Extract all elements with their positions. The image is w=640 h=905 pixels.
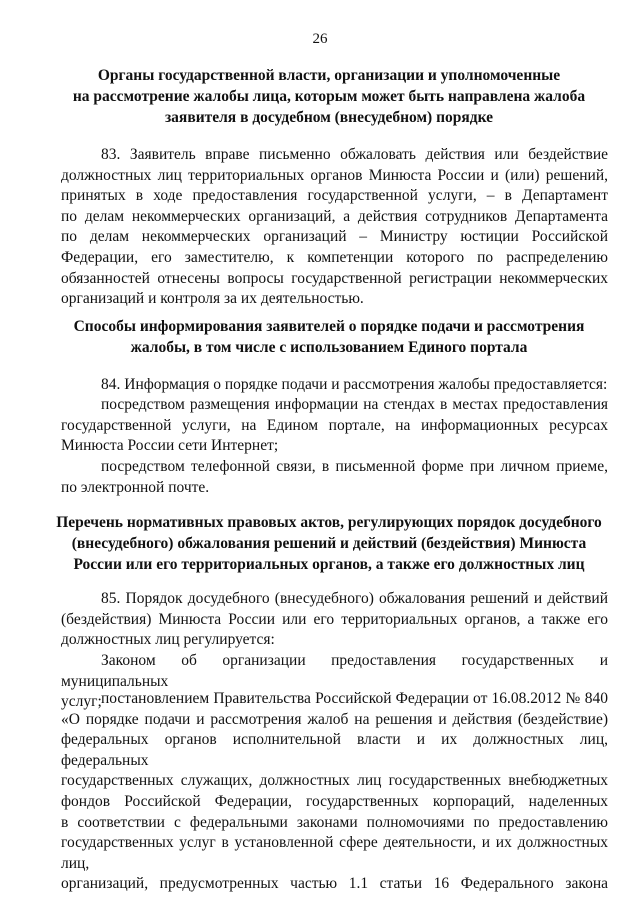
heading-line: Способы информирования заявителей о порядке подачи и рассмотрения <box>73 318 585 335</box>
heading-line: (внесудебного) обжалования решений и действий (бездействия) Минюста <box>71 535 587 552</box>
paragraph-line: по делам некоммерческих организаций – Министру юстиции Российской <box>61 228 608 246</box>
paragraph-line: посредством телефонной связи, в письменной форме при личном приеме, <box>101 458 608 475</box>
paragraph-line: Минюста России сети Интернет; <box>61 437 279 455</box>
paragraph-line: обязанностей отнесены вопросы государственной регистрации некоммерческих <box>61 269 608 287</box>
paragraph-84-item-phone <box>61 457 608 498</box>
paragraph-line: 84. Информация о порядке подачи и рассмотрения жалобы предоставляется: <box>101 376 608 393</box>
paragraph-line: «О порядке подачи и рассмотрения жалоб на решения и действия (бездействие) <box>61 710 608 728</box>
heading-line: Органы государственной власти, организации и уполномоченные <box>97 67 561 84</box>
paragraph-line: по электронной почте. <box>61 478 210 496</box>
paragraph-85-intro <box>61 589 608 651</box>
paragraph-line: принятых в ходе предоставления государственной услуги, – в Департамент <box>61 187 608 205</box>
heading-line: на рассмотрение жалобы лица, которым может быть направлена жалоба <box>72 88 586 105</box>
paragraph-line: Законом об организации предоставления государственных и муниципальных <box>61 652 608 690</box>
paragraph-84-item-stands <box>61 395 608 457</box>
paragraph-line: фондов Российской Федерации, государственных корпораций, наделенных <box>61 792 608 810</box>
paragraph-line: Федерации, его заместителю, к компетенции которого по распределению <box>61 248 608 266</box>
paragraph-line: должностных лиц территориальных органов Минюста России и (или) решений, <box>61 166 608 184</box>
heading-line: Перечень нормативных правовых актов, регулирующих порядок досудебного <box>56 514 602 531</box>
paragraph-line: услуг; <box>61 693 102 711</box>
paragraph-line: государственных услуг в установленной сфере деятельности, и их должностных лиц, <box>61 834 608 872</box>
paragraph-line: организаций, предусмотренных частью 1.1 статьи 16 Федерального закона <box>61 875 608 893</box>
paragraph-line: государственной услуги, на Едином портале, на информационных ресурсах <box>61 416 608 434</box>
section-heading-informing-methods <box>56 316 602 358</box>
paragraph-line: 83. Заявитель вправе письменно обжаловать действия или бездействие <box>101 146 608 163</box>
paragraph-84-intro <box>61 375 608 396</box>
paragraph-line: постановлением Правительства Российской Федерации от 16.08.2012 № 840 <box>101 690 608 707</box>
paragraph-line: федеральных органов исполнительной власти и их должностных лиц, федеральных <box>61 731 608 769</box>
paragraph-line: по делам некоммерческих организаций, а действия сотрудников Департамента <box>61 207 608 225</box>
paragraph-line: государственных служащих, должностных лиц государственных внебюджетных <box>61 772 608 790</box>
section-heading-legal-acts <box>56 512 602 575</box>
paragraph-line: 85. Порядок досудебного (внесудебного) обжалования решений и действий <box>101 590 608 607</box>
paragraph-line: организаций и контроля за их деятельностью. <box>61 290 364 308</box>
heading-line: России или его территориальных органов, а также его должностных лиц <box>73 556 585 573</box>
paragraph-line: (бездействия) Минюста России или его территориальных органов, а также его <box>61 610 608 628</box>
heading-line: заявителя в досудебном (внесудебном) порядке <box>164 109 494 126</box>
page-number: 26 <box>312 31 328 47</box>
paragraph-83 <box>61 145 608 310</box>
section-heading-complaint-bodies <box>56 65 602 128</box>
heading-line: жалобы, в том числе с использованием Единого портала <box>130 339 528 356</box>
paragraph-line: должностных лиц регулируется: <box>61 631 275 649</box>
paragraph-line: посредством размещения информации на стендах в местах предоставления <box>101 396 608 413</box>
paragraph-85-item-resolution <box>61 689 608 895</box>
paragraph-line: в соответствии с федеральными законами полномочиями по предоставлению <box>61 813 608 831</box>
